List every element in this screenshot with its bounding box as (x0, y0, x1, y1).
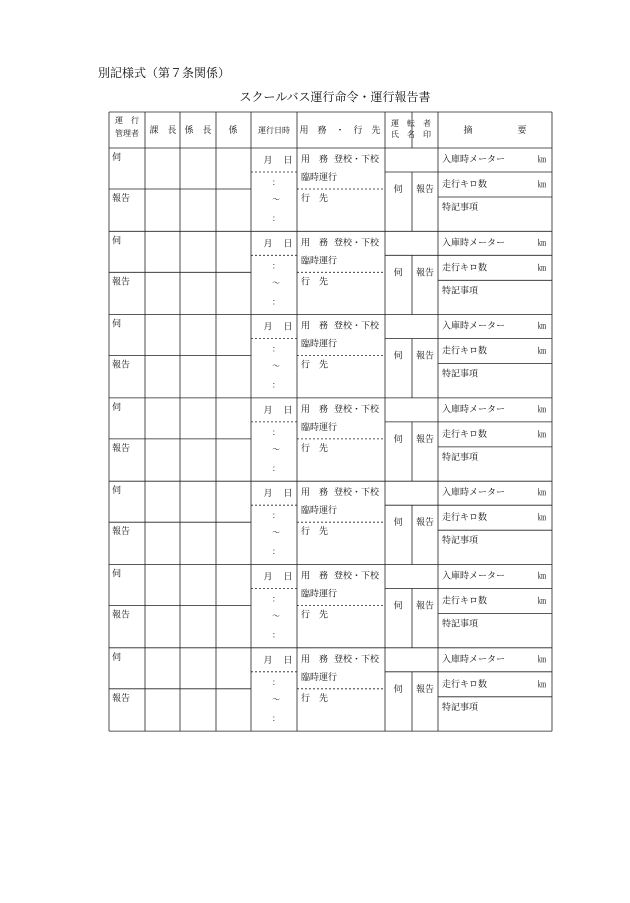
distance-unit: ㎞ (538, 513, 546, 523)
destination-label: 行 先 (301, 443, 329, 454)
distance-unit: ㎞ (538, 429, 546, 439)
time-colon-start: ： (272, 594, 280, 604)
time-colon-end: ： (272, 297, 280, 307)
special-run-label: 臨時運行 (301, 339, 338, 350)
purpose-label: 用 務 (301, 238, 329, 249)
special-notes-label: 特記事項 (442, 369, 479, 380)
day-label: 日 (283, 572, 293, 583)
header-driver-2: 氏 名 印 (391, 130, 431, 139)
table-row (112, 151, 546, 223)
time-colon-end: ： (272, 463, 280, 473)
distance-label: 走行キロ数 (442, 180, 488, 190)
header-operation-manager-1: 運 行 (115, 116, 139, 125)
table-row (112, 318, 546, 390)
destination-label: 行 先 (301, 277, 329, 288)
header-datetime: 運行日時 (258, 126, 290, 135)
distance-label: 走行キロ数 (442, 513, 488, 524)
odometer-unit: ㎞ (538, 404, 546, 414)
purpose-label: 用 務 (301, 488, 329, 499)
order-label: 伺 (112, 153, 122, 163)
driver-order-label: 伺 (393, 434, 403, 445)
month-label: 月 (263, 239, 273, 250)
distance-label: 走行キロ数 (442, 429, 488, 440)
time-colon-end: ： (272, 380, 280, 390)
distance-label: 走行キロ数 (442, 596, 488, 607)
report-label: 報告 (112, 527, 131, 538)
report-label: 報告 (112, 277, 131, 288)
report-label: 報告 (112, 693, 131, 704)
driver-order-label: 伺 (393, 268, 403, 279)
odometer-unit: ㎞ (538, 488, 546, 498)
day-label: 日 (283, 655, 293, 666)
purpose-label: 用 務 (301, 404, 329, 415)
header-purpose-destination: 用 務 ・ 行 先 (299, 126, 381, 136)
time-tilde: ～ (272, 278, 280, 288)
purpose-label: 用 務 (301, 654, 329, 665)
month-label: 月 (263, 322, 273, 333)
time-tilde: ～ (272, 195, 280, 204)
school-commute-label: 登校・下校 (334, 404, 380, 415)
special-notes-label: 特記事項 (442, 619, 479, 630)
driver-order-label: 伺 (393, 351, 403, 362)
odometer-unit: ㎞ (538, 238, 546, 248)
school-commute-label: 登校・下校 (334, 155, 380, 165)
special-run-label: 臨時運行 (301, 589, 338, 600)
time-colon-start: ： (272, 677, 280, 687)
odometer-unit: ㎞ (538, 155, 546, 164)
destination-label: 行 先 (301, 194, 329, 204)
driver-order-label: 伺 (393, 601, 403, 612)
distance-unit: ㎞ (538, 346, 546, 356)
distance-label: 走行キロ数 (442, 346, 488, 357)
odometer-unit: ㎞ (538, 321, 546, 331)
header-driver-1: 運 転 者 (391, 119, 431, 128)
odometer-in-label: 入庫時メーター (442, 155, 506, 165)
time-colon-start: ： (272, 427, 280, 437)
table-row (112, 234, 546, 306)
odometer-in-label: 入庫時メーター (442, 654, 506, 665)
special-notes-label: 特記事項 (442, 286, 479, 297)
purpose-label: 用 務 (301, 571, 329, 582)
header-operation-manager-2: 管理者 (115, 129, 139, 138)
day-label: 日 (283, 489, 293, 500)
special-run-label: 臨時運行 (301, 422, 338, 433)
driver-report-label: 報告 (415, 268, 435, 279)
day-label: 日 (283, 156, 293, 166)
time-tilde: ～ (272, 694, 280, 704)
special-run-label: 臨時運行 (301, 506, 338, 517)
time-tilde: ～ (272, 444, 280, 454)
grid-lines (109, 112, 552, 731)
distance-unit: ㎞ (538, 679, 546, 689)
rows-layer (112, 151, 546, 723)
order-label: 伺 (112, 652, 122, 663)
distance-unit: ㎞ (538, 180, 546, 189)
order-label: 伺 (112, 319, 122, 330)
driver-report-label: 報告 (415, 351, 435, 362)
odometer-unit: ㎞ (538, 571, 546, 581)
driver-report-label: 報告 (415, 434, 435, 445)
special-notes-label: 特記事項 (442, 702, 479, 713)
report-label: 報告 (112, 360, 131, 371)
special-notes-label: 特記事項 (442, 452, 479, 463)
order-label: 伺 (112, 236, 122, 247)
driver-report-label: 報告 (415, 601, 435, 612)
table-row (112, 484, 546, 556)
form-label: 別記様式（第７条関係） (98, 66, 231, 80)
table-row (112, 401, 546, 473)
order-label: 伺 (112, 402, 122, 413)
month-label: 月 (263, 489, 273, 500)
odometer-unit: ㎞ (538, 654, 546, 664)
odometer-in-label: 入庫時メーター (442, 238, 506, 249)
odometer-in-label: 入庫時メーター (442, 571, 506, 582)
day-label: 日 (283, 239, 293, 250)
purpose-label: 用 務 (301, 321, 329, 332)
header-subsection-chief: 係 長 (184, 126, 212, 136)
time-colon-start: ： (272, 511, 280, 521)
report-label: 報告 (112, 194, 131, 204)
header-staff: 係 (228, 126, 238, 136)
driver-order-label: 伺 (393, 684, 403, 695)
time-tilde: ～ (272, 528, 280, 538)
school-commute-label: 登校・下校 (334, 654, 380, 665)
driver-order-label: 伺 (393, 185, 403, 195)
special-notes-label: 特記事項 (442, 536, 479, 547)
driver-order-label: 伺 (393, 518, 403, 529)
destination-label: 行 先 (301, 360, 329, 371)
day-label: 日 (283, 405, 293, 416)
special-notes-label: 特記事項 (442, 203, 479, 213)
school-commute-label: 登校・下校 (334, 238, 380, 249)
time-colon-start: ： (272, 261, 280, 271)
purpose-label: 用 務 (301, 155, 329, 165)
table-row (112, 568, 546, 640)
destination-label: 行 先 (301, 527, 329, 538)
report-label: 報告 (112, 610, 131, 621)
odometer-in-label: 入庫時メーター (442, 321, 506, 332)
time-colon-end: ： (272, 214, 280, 223)
school-commute-label: 登校・下校 (334, 571, 380, 582)
month-label: 月 (263, 572, 273, 583)
header-remarks: 摘 要 (463, 126, 527, 136)
time-tilde: ～ (272, 611, 280, 621)
distance-label: 走行キロ数 (442, 263, 488, 274)
time-colon-end: ： (272, 547, 280, 557)
driver-report-label: 報告 (415, 185, 435, 195)
destination-label: 行 先 (301, 610, 329, 621)
odometer-in-label: 入庫時メーター (442, 488, 506, 499)
driver-report-label: 報告 (415, 518, 435, 529)
time-colon-end: ： (272, 630, 280, 640)
time-colon-end: ： (272, 713, 280, 723)
order-label: 伺 (112, 486, 122, 497)
driver-report-label: 報告 (415, 684, 435, 695)
distance-unit: ㎞ (538, 263, 546, 273)
distance-label: 走行キロ数 (442, 679, 488, 690)
special-run-label: 臨時運行 (301, 173, 338, 183)
special-run-label: 臨時運行 (301, 672, 338, 683)
table-row (112, 651, 546, 723)
order-label: 伺 (112, 569, 122, 580)
school-commute-label: 登校・下校 (334, 321, 380, 332)
month-label: 月 (263, 156, 273, 166)
odometer-in-label: 入庫時メーター (442, 404, 506, 415)
document-title: スクールバス運行命令・運行報告書 (239, 90, 431, 104)
special-run-label: 臨時運行 (301, 256, 338, 267)
school-commute-label: 登校・下校 (334, 488, 380, 499)
month-label: 月 (263, 405, 273, 416)
time-colon-start: ： (272, 344, 280, 354)
report-label: 報告 (112, 443, 131, 454)
day-label: 日 (283, 322, 293, 333)
distance-unit: ㎞ (538, 596, 546, 606)
destination-label: 行 先 (301, 693, 329, 704)
time-tilde: ～ (272, 361, 280, 371)
header-section-chief: 課 長 (149, 126, 177, 136)
time-colon-start: ： (272, 178, 280, 187)
month-label: 月 (263, 655, 273, 666)
